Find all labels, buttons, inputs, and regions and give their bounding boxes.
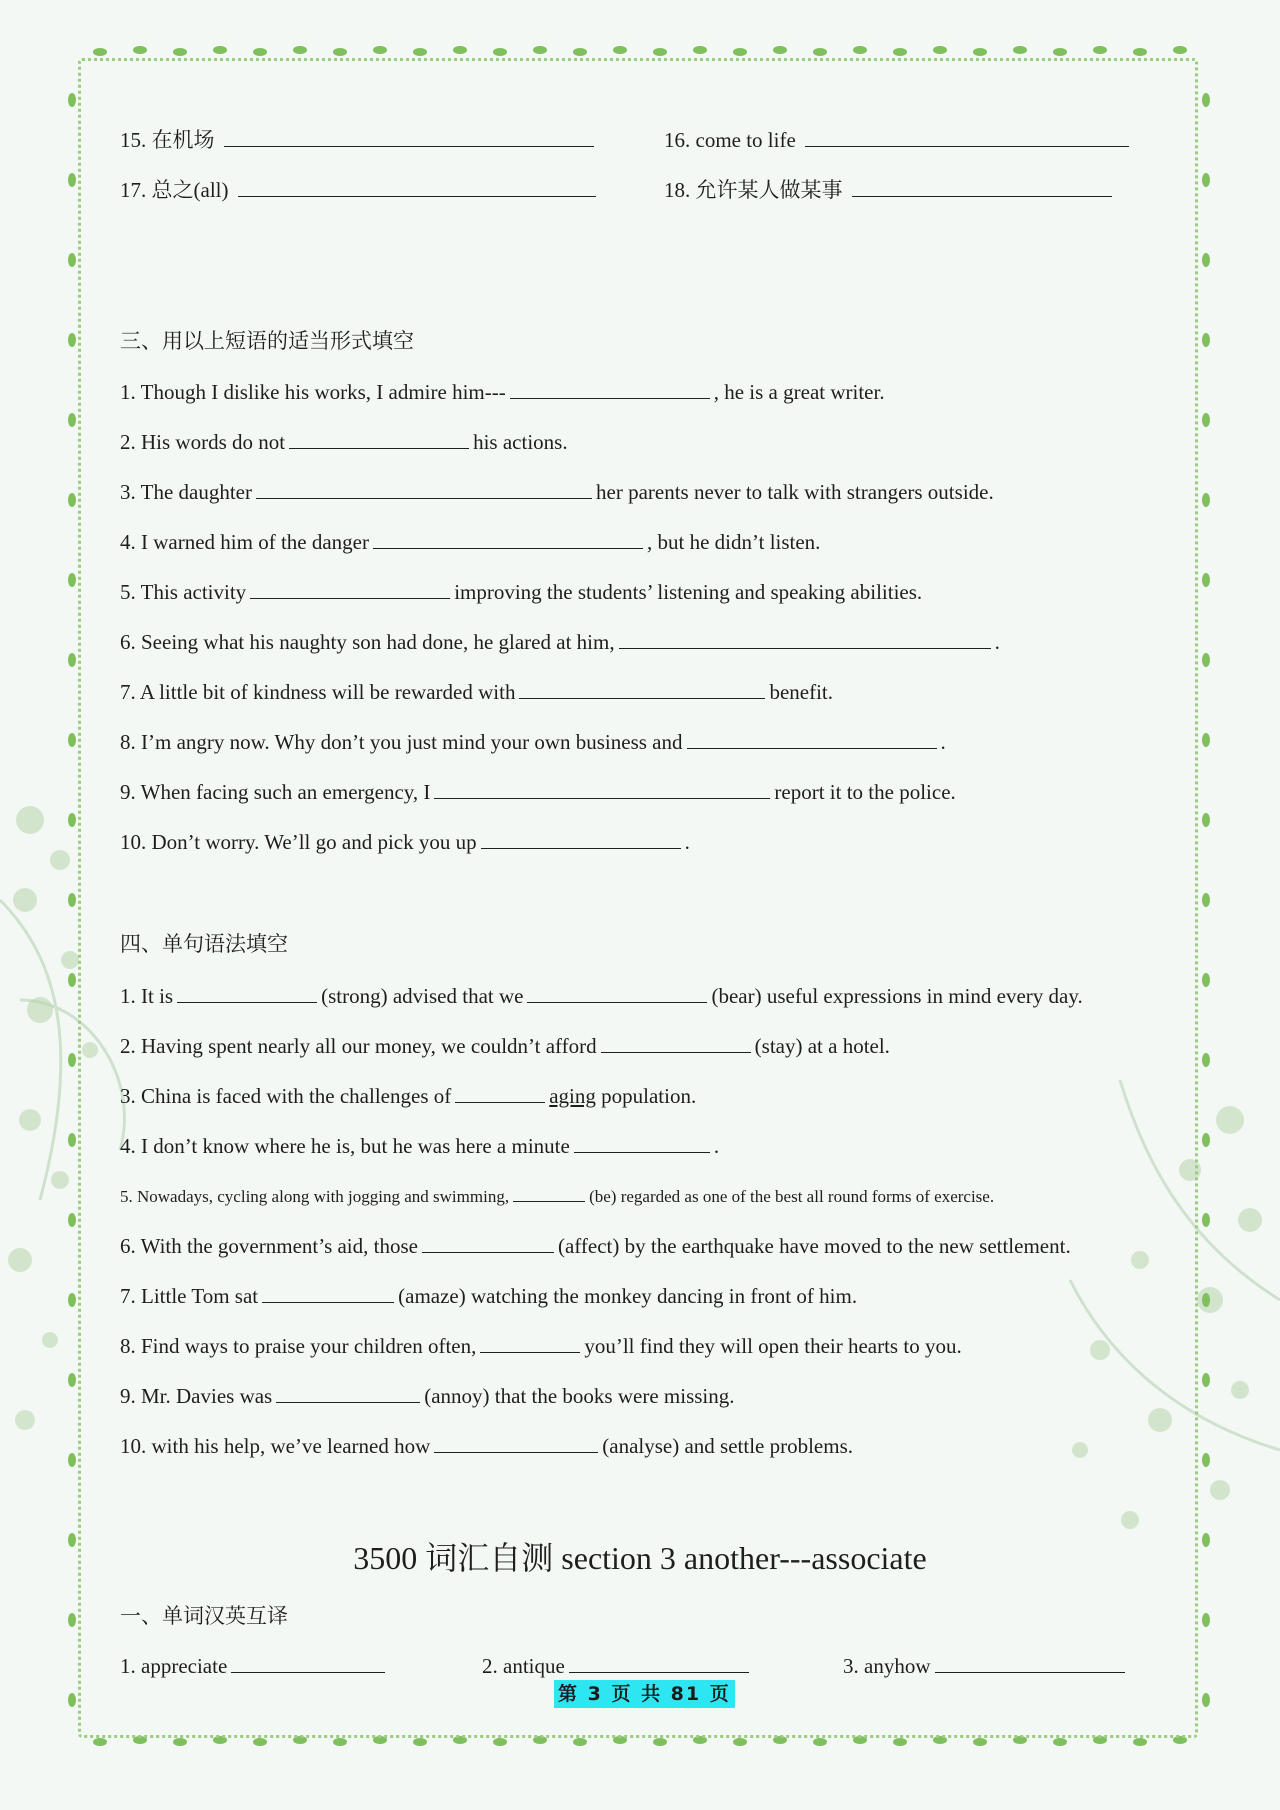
item-text: 3. The daughter <box>120 480 252 504</box>
item-text: (bear) useful expressions in mind every day. <box>711 984 1083 1008</box>
answer-blank[interactable] <box>574 1132 710 1153</box>
fill-item-7 <box>120 678 833 706</box>
answer-blank[interactable] <box>852 176 1112 197</box>
answer-blank[interactable] <box>262 1282 394 1303</box>
item-text: benefit. <box>769 680 834 704</box>
item-text: 总之(all) <box>151 178 229 202</box>
answer-blank[interactable] <box>256 478 592 499</box>
item-text: population. <box>601 1084 697 1108</box>
answer-blank[interactable] <box>434 778 770 799</box>
item-text: 10. Don’t worry. We’ll go and pick you up <box>120 830 477 854</box>
phrase-item-18 <box>664 176 1116 204</box>
item-text: (stay) at a hotel. <box>754 1034 890 1058</box>
item-text: you’ll find they will open their hearts to you. <box>584 1334 962 1358</box>
item-number: 18. <box>664 178 691 202</box>
item-text: improving the students’ listening and speaking abilities. <box>454 580 923 604</box>
answer-blank[interactable] <box>224 126 594 147</box>
answer-blank[interactable] <box>805 126 1129 147</box>
grammar-item-6 <box>120 1232 1071 1260</box>
grammar-item-4 <box>120 1132 719 1160</box>
fill-item-4 <box>120 528 820 556</box>
fill-item-9 <box>120 778 956 806</box>
item-text: 1. appreciate <box>120 1654 228 1678</box>
answer-blank[interactable] <box>519 678 765 699</box>
item-text: 在机场 <box>151 128 215 152</box>
item-number: 16. <box>664 128 691 152</box>
vocab-item-1 <box>120 1652 389 1680</box>
phrase-item-16 <box>664 126 1133 154</box>
item-text: 5. This activity <box>120 580 247 604</box>
answer-blank[interactable] <box>481 828 681 849</box>
answer-blank[interactable] <box>373 528 643 549</box>
grammar-item-2 <box>120 1032 890 1060</box>
item-text: 7. Little Tom sat <box>120 1284 259 1308</box>
phrase-item-17 <box>120 176 600 204</box>
grammar-item-7 <box>120 1282 857 1310</box>
answer-blank[interactable] <box>289 428 469 449</box>
item-text: (be) regarded as one of the best all round forms of exercise. <box>589 1187 995 1206</box>
item-text: . <box>994 630 1000 654</box>
phrase-item-15 <box>120 126 598 154</box>
item-text: 9. Mr. Davies was <box>120 1384 273 1408</box>
fill-item-1 <box>120 378 885 406</box>
item-text: 9. When facing such an emergency, I <box>120 780 431 804</box>
item-text: 4. I warned him of the danger <box>120 530 369 554</box>
answer-blank[interactable] <box>480 1332 580 1353</box>
answer-blank[interactable] <box>569 1652 749 1673</box>
item-text: 3. anyhow <box>843 1654 931 1678</box>
answer-blank[interactable] <box>231 1652 385 1673</box>
item-text: (annoy) that the books were missing. <box>424 1384 735 1408</box>
item-text: (analyse) and settle problems. <box>602 1434 854 1458</box>
item-text: 6. Seeing what his naughty son had done, he glared at him, <box>120 630 615 654</box>
answer-blank[interactable] <box>455 1082 545 1103</box>
item-text: (strong) advised that we <box>321 984 524 1008</box>
answer-blank[interactable] <box>510 378 710 399</box>
item-text: report it to the police. <box>774 780 956 804</box>
item-text: . <box>940 730 946 754</box>
answer-blank[interactable] <box>601 1032 751 1053</box>
answer-blank[interactable] <box>434 1432 598 1453</box>
fill-item-6 <box>120 628 1000 656</box>
vocab-item-2 <box>482 1652 753 1680</box>
answer-blank[interactable] <box>276 1382 420 1403</box>
answer-blank[interactable] <box>935 1652 1125 1673</box>
answer-blank[interactable] <box>619 628 991 649</box>
item-text: 2. Having spent nearly all our money, we couldn’t afford <box>120 1034 597 1058</box>
item-number: 15. <box>120 128 147 152</box>
item-text: (affect) by the earthquake have moved to the new settlement. <box>557 1234 1071 1258</box>
item-text: 1. It is <box>120 984 174 1008</box>
section-heading-1: 一、单词汉英互译 <box>120 1604 288 1628</box>
fill-item-2 <box>120 428 568 456</box>
grammar-item-10 <box>120 1432 853 1460</box>
answer-blank[interactable] <box>422 1232 554 1253</box>
item-text: aging <box>549 1084 596 1108</box>
answer-blank[interactable] <box>513 1185 585 1202</box>
item-text: 5. Nowadays, cycling along with jogging and swimming, <box>120 1187 510 1206</box>
section-title: 3500 词汇自测 section 3 another---associate <box>353 1540 927 1576</box>
item-text: . <box>684 830 690 854</box>
item-text: , but he didn’t listen. <box>647 530 821 554</box>
answer-blank[interactable] <box>250 578 450 599</box>
item-text: , he is a great writer. <box>713 380 885 404</box>
item-text: 4. I don’t know where he is, but he was here a minute <box>120 1134 570 1158</box>
item-text: . <box>713 1134 720 1158</box>
vocab-item-3 <box>843 1652 1129 1680</box>
item-number: 17. <box>120 178 147 202</box>
fill-item-10 <box>120 828 690 856</box>
grammar-item-1 <box>120 982 1083 1010</box>
fill-item-3 <box>120 478 994 506</box>
item-text: his actions. <box>473 430 568 454</box>
item-text: 8. I’m angry now. Why don’t you just mind your own business and <box>120 730 683 754</box>
grammar-item-9 <box>120 1382 735 1410</box>
item-text: her parents never to talk with strangers outside. <box>596 480 994 504</box>
item-text: 2. His words do not <box>120 430 286 454</box>
item-text: 8. Find ways to praise your children often, <box>120 1334 477 1358</box>
item-text: (amaze) watching the monkey dancing in front of him. <box>398 1284 858 1308</box>
answer-blank[interactable] <box>238 176 596 197</box>
section-heading-4: 四、单句语法填空 <box>120 932 288 956</box>
grammar-item-3 <box>120 1082 696 1110</box>
fill-item-8 <box>120 728 946 756</box>
item-text: 10. with his help, we’ve learned how <box>120 1434 431 1458</box>
grammar-item-5 <box>120 1183 994 1211</box>
item-text: 3. China is faced with the challenges of <box>120 1084 452 1108</box>
page-number-badge: 第 3 页 共 81 页 <box>554 1680 735 1708</box>
item-text: 6. With the government’s aid, those <box>120 1234 418 1258</box>
section-heading-3: 三、用以上短语的适当形式填空 <box>120 329 414 353</box>
item-text: 1. Though I dislike his works, I admire him--- <box>120 380 506 404</box>
item-text: 2. antique <box>482 1654 565 1678</box>
answer-blank[interactable] <box>527 982 707 1003</box>
item-text: 允许某人做某事 <box>695 178 843 202</box>
answer-blank[interactable] <box>177 982 317 1003</box>
item-text: come to life <box>695 128 796 152</box>
answer-blank[interactable] <box>687 728 937 749</box>
fill-item-5 <box>120 578 922 606</box>
grammar-item-8 <box>120 1332 962 1360</box>
item-text: 7. A little bit of kindness will be rewarded with <box>120 680 516 704</box>
